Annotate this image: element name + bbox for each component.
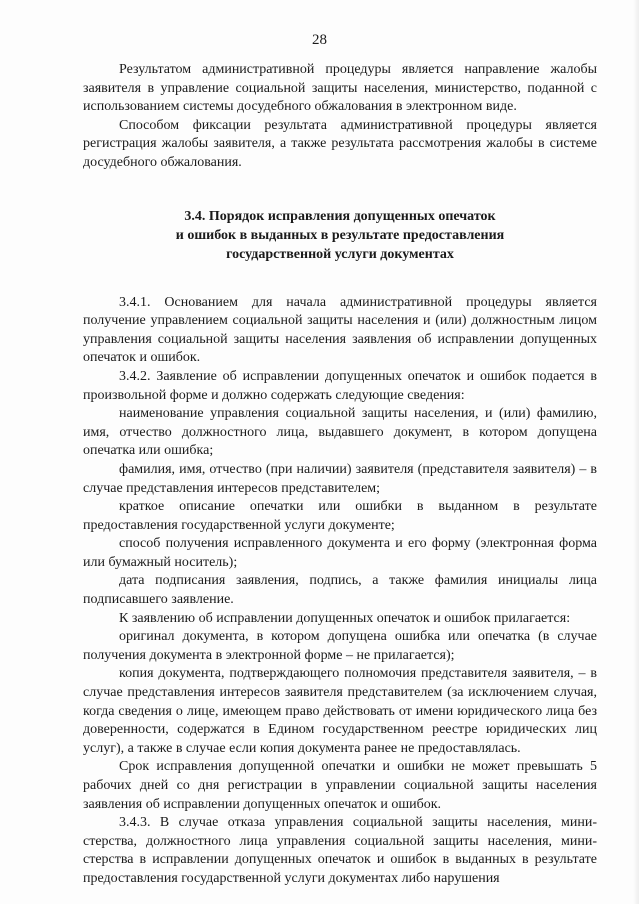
scan-edge-shadow: [633, 0, 639, 904]
list-item-receiving-method: способ получения исправленного документа и его форму (электронная форма или бумажный носитель);: [83, 536, 597, 570]
page-number: 28: [312, 32, 327, 48]
list-item-error-description: краткое описание опечатки или ошибки в выданном в результате предоставления государственной услуги документе;: [83, 499, 597, 533]
list-item-signing-date: дата подписания заявления, подпись, а также фамилия инициалы лица подписавшего заявление.: [83, 573, 597, 608]
section-heading: [83, 207, 597, 264]
paragraph-3-4-3: 3.4.3. В случае отказа управления социальной защиты населения, министерства, должностного лица управления социальной защиты населения, министерства в исправлении допущенных опечаток и ошибок в выданных в результате предоставления государственной услуги документах либо нарушения: [83, 815, 597, 886]
paragraph-3-4-1: 3.4.1. Основанием для начала административной процедуры является получение управлением социальной защиты населения и (или) должностным лицом управления социальной защиты населения заявления об исправлении допущенных опечаток и ошибок.: [83, 294, 597, 366]
section-heading-line-3: государственной услуги документах: [226, 246, 454, 262]
list-item-department-name: наименование управления социальной защиты населения, и (или) фамилию, имя, отчество должностного лица, выдавшего документ, в котором допущена опечатка или ошибка;: [83, 406, 597, 459]
page-content: [83, 61, 597, 889]
section-heading-line-1: 3.4. Порядок исправления допущенных опечаток: [184, 208, 496, 224]
list-item-original-document: оригинал документа, в котором допущена ошибка или опечатка (в случае получения документа в электронной форме – не прилагается);: [83, 629, 597, 663]
paragraph-fixation: Способом фиксации результата административной процедуры является регистрация жалобы заявителя, а также результата рассмотрения жалобы в системе досудебного обжалования.: [83, 117, 597, 170]
section-heading-line-2: и ошибок в выданных в результате предоставления: [175, 227, 505, 243]
paragraph-3-4-2: 3.4.2. Заявление об исправлении допущенных опечаток и ошибок подается в произвольной форме и должно содержать следующие сведения:: [83, 368, 597, 403]
paragraph-correction-deadline: Срок исправления допущенной опечатки и ошибки не может превышать 5 рабочих дней со дня регистрации в управлении социальной защиты населения заявления об исправлении допущенных опечаток и ошибок.: [83, 759, 597, 812]
paragraph-result: Результатом административной процедуры является направление жалобы заявителя в управление социальной защиты населения, министерство, поданной с использованием системы досудебного обжалования в электронном виде.: [83, 62, 597, 115]
paragraph-attachments: К заявлению об исправлении допущенных опечаток и ошибок прилагается:: [119, 610, 571, 626]
list-item-applicant-name: фамилия, имя, отчество (при наличии) заявителя (представителя заявителя) – в случае представления интересов представителем;: [83, 461, 597, 496]
list-item-power-of-attorney-copy: копия документа, подтверждающего полномочия представителя заявителя, – в случае представления интересов заявителя представителем (за исключением случая, когда сведения о лице, имеющем право действовать от имени юридического лица без доверенности, содержатся в Едином государственном реестре юридических лиц услуг), а также в случае если копия документа ранее не предоставлялась.: [83, 666, 597, 756]
